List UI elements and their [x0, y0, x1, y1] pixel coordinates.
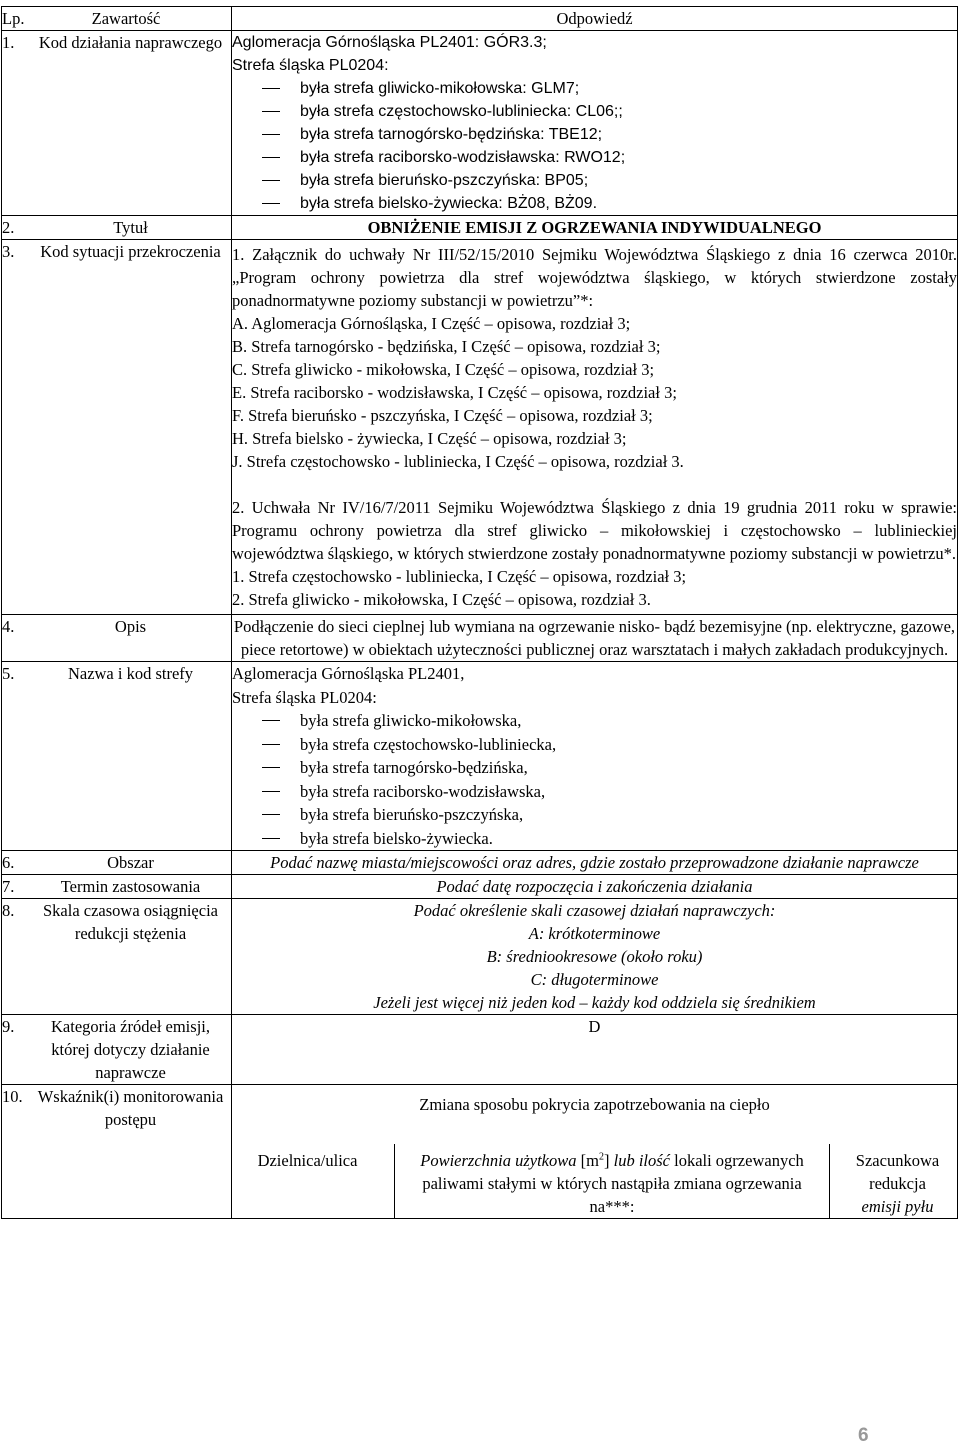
value-line: Podać określenie skali czasowej działań naprawczych:	[413, 901, 776, 920]
row-label: Tytuł	[113, 218, 148, 237]
list-item: A. Aglomeracja Górnośląska, I Część – opisowa, rozdział 3;	[232, 314, 631, 333]
list-item: była strefa gliwicko-mikołowska: GLM7;	[232, 77, 957, 100]
value-line: Strefa śląska PL0204:	[232, 57, 389, 74]
row-termin	[2, 875, 958, 899]
row-value: D	[232, 1015, 958, 1085]
list-item: była strefa tarnogórsko-będzińska,	[232, 756, 957, 780]
row-value: OBNIŻENIE EMISJI Z OGRZEWANIA INDYWIDUALNEGO	[232, 216, 958, 240]
value-paragraph: 2. Uchwała Nr IV/16/7/2011 Sejmiku Województwa Śląskiego z dnia 19 grudnia 2011 roku w sprawie: Programu ochrony powietrza dla stref gliwicko – mikołowskiej i częstochowsko – lublinieckiej województwa śląskiego, w których stwierdzone zostały ponadnormatywne poziomy substancji w powietrzu*.	[232, 498, 957, 563]
header-row	[2, 7, 958, 31]
row-value	[232, 240, 958, 615]
row-value	[232, 31, 958, 216]
zone-list	[232, 77, 957, 215]
header-lp: Lp.	[2, 9, 25, 28]
value-line: Strefa śląska PL0204:	[232, 687, 377, 707]
list-item: E. Strefa raciborsko - wodzisławska, I Część – opisowa, rozdział 3;	[232, 383, 677, 402]
row-value: Podłączenie do sieci cieplnej lub wymiana na ogrzewanie nisko- bądź bezemisyjne (np. elektryczne, gazowe, piece retortowe) w obiektach użyteczności publicznej oraz warsztatach i małych zakładach produkcyjnych.	[232, 615, 958, 662]
sub-dzielnica: Dzielnica/ulica	[257, 1151, 358, 1170]
row-wskazniki	[2, 1085, 958, 1219]
row-obszar	[2, 851, 958, 875]
row-number: 3.	[2, 242, 15, 261]
page-number: 6	[858, 1425, 869, 1446]
list-item: była strefa bieruńsko-pszczyńska: BP05;	[232, 169, 957, 192]
value-line: Aglomeracja Górnośląska PL2401,	[232, 664, 465, 683]
row-value	[232, 899, 958, 1015]
row-value	[232, 1085, 958, 1219]
row-number: 9.	[2, 1017, 15, 1036]
list-item: C. Strefa gliwicko - mikołowska, I Część – opisowa, rozdział 3;	[232, 360, 655, 379]
list-item: była strefa tarnogórsko-będzińska: TBE12;	[232, 123, 957, 146]
list-item: J. Strefa częstochowsko - lubliniecka, I Część – opisowa, rozdział 3.	[232, 452, 684, 471]
measure-table	[1, 6, 958, 1219]
value-line: C: długoterminowe	[530, 970, 659, 989]
value-paragraph: 1. Załącznik do uchwały Nr III/52/15/2010 Sejmiku Województwa Śląskiego z dnia 16 czerwca 2010r. „Program ochrony powietrza dla stref województwa śląskiego, w których stwierdzone zostały ponadnormatywne poziomy substancji w powietrzu”*:	[232, 245, 957, 310]
list-item: 1. Strefa częstochowsko - lubliniecka, I Część – opisowa, rozdział 3;	[232, 567, 687, 586]
row-number: 4.	[2, 617, 15, 636]
list-item: B. Strefa tarnogórsko - będzińska, I Część – opisowa, rozdział 3;	[232, 337, 661, 356]
row-label: Opis	[114, 617, 147, 636]
row-number: 2.	[2, 218, 15, 237]
row-value	[232, 662, 958, 851]
list-item: H. Strefa bielsko - żywiecka, I Część – opisowa, rozdział 3;	[232, 429, 627, 448]
value-line: A: krótkoterminowe	[528, 924, 661, 943]
zone-list	[232, 709, 957, 850]
row-number: 10.	[2, 1087, 23, 1106]
row-tytul	[2, 216, 958, 240]
row-kod-sytuacji	[2, 240, 958, 615]
value-line: Zmiana sposobu pokrycia zapotrzebowania na ciepło	[419, 1095, 770, 1114]
list-item: była strefa bielsko-żywiecka.	[232, 827, 957, 851]
row-number: 8.	[2, 901, 15, 920]
value-line: Aglomeracja Górnośląska PL2401: GÓR3.3;	[232, 34, 547, 51]
list-item: była strefa częstochowsko-lubliniecka,	[232, 733, 957, 757]
header-odpowiedz: Odpowiedź	[232, 7, 958, 31]
list-item: była strefa raciborsko-wodzisławska: RWO12;	[232, 146, 957, 169]
row-value: Podać nazwę miasta/miejscowości oraz adres, gdzie zostało przeprowadzone działanie naprawcze	[232, 851, 958, 875]
row-label: Skala czasowa osiągnięcia redukcji stężenia	[42, 901, 218, 943]
list-item: 2. Strefa gliwicko - mikołowska, I Część – opisowa, rozdział 3.	[232, 590, 651, 609]
row-label: Kategoria źródeł emisji, której dotyczy działanie naprawcze	[51, 1017, 210, 1082]
list-item: była strefa bielsko-żywiecka: BŻ08, BŻ09.	[232, 192, 957, 215]
list-item: była strefa raciborsko-wodzisławska,	[232, 780, 957, 804]
row-label: Obszar	[107, 853, 154, 872]
sub-powierzchnia: Powierzchnia użytkowa $[m^2]$ lub ilość lokali ogrzewanych paliwami stałymi w których nastąpiła zmiana ogrzewania na***:	[394, 1144, 829, 1218]
value-line: Jeżeli jest więcej niż jeden kod – każdy kod oddziela się średnikiem	[373, 993, 816, 1012]
value-line: B: średniookresowe (około roku)	[486, 947, 703, 966]
row-value: Podać datę rozpoczęcia i zakończenia działania	[232, 875, 958, 899]
list-item: była strefa częstochowsko-lubliniecka: CL06;;	[232, 100, 957, 123]
sub-redukcja: Szacunkowa redukcja emisji pyłu	[829, 1144, 960, 1218]
row-opis	[2, 615, 958, 662]
indicator-subtable	[221, 1144, 960, 1218]
list-item: była strefa bieruńsko-pszczyńska,	[232, 803, 957, 827]
row-number: 5.	[2, 664, 15, 683]
list-item: F. Strefa bieruńsko - pszczyńska, I Część – opisowa, rozdział 3;	[232, 406, 653, 425]
row-label: Wskaźnik(i) monitorowania postępu	[37, 1087, 224, 1129]
row-nazwa-strefy	[2, 662, 958, 851]
row-label: Kod sytuacji przekroczenia	[40, 242, 221, 261]
header-left	[2, 7, 232, 31]
row-label: Kod działania naprawczego	[38, 33, 223, 52]
row-skala-czasowa	[2, 899, 958, 1015]
row-kod-dzialania	[2, 31, 958, 216]
header-zawartosc: Zawartość	[91, 9, 161, 28]
row-label: Nazwa i kod strefy	[67, 664, 194, 683]
row-number: 6.	[2, 853, 15, 872]
row-number: 7.	[2, 877, 15, 896]
row-number: 1.	[2, 33, 15, 52]
list-item: była strefa gliwicko-mikołowska,	[232, 709, 957, 733]
row-kategoria-zrodel	[2, 1015, 958, 1085]
row-label: Termin zastosowania	[60, 877, 201, 896]
